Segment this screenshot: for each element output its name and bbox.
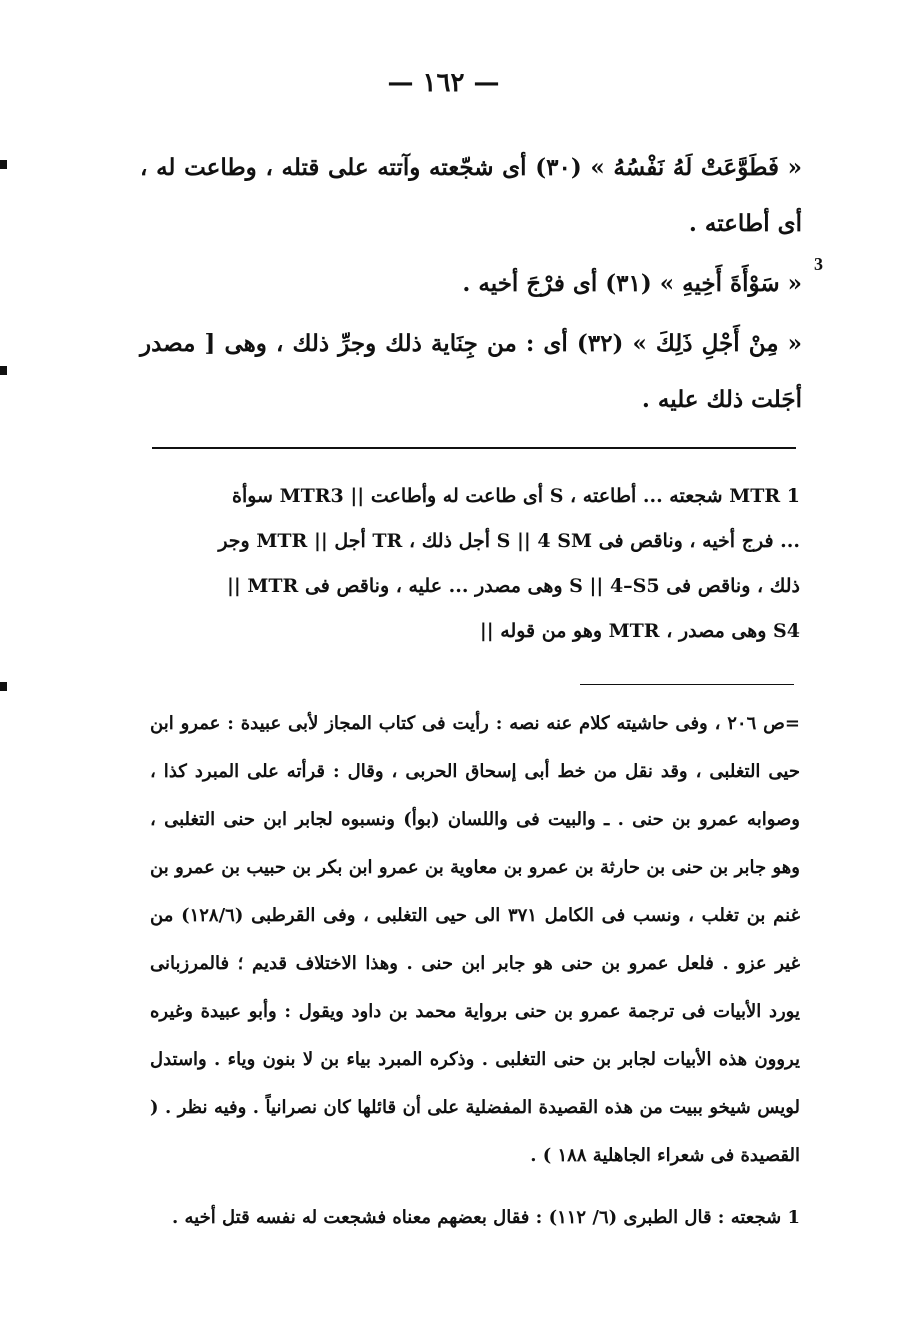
apparatus-line: ذلك ، وناقص فى S || 4–S5 وهى مصدر ... عليه ، وناقص فى MTR || [226, 575, 800, 597]
margin-mark [0, 160, 7, 169]
main-paragraph: « سَوْأَةَ أَخِيهِ » (٣١) أى فرْجَ أخيه . [462, 270, 802, 297]
line-number-marker: 3 [814, 254, 823, 274]
footnote: 1 شجعته : قال الطبرى (٦/ ١١٢) : فقال بعضهم معناه فشجعت له نفسه قتل أخيه . [172, 1207, 800, 1228]
margin-mark [0, 366, 7, 375]
page-number: — ١٦٢ — [387, 68, 500, 98]
critical-apparatus [150, 474, 800, 654]
main-text [140, 140, 802, 428]
footnote-divider [580, 684, 794, 685]
apparatus-line: ... فرج أخيه ، وناقص فى S || 4 SM أجل ذلك ، TR أجل || MTR وجر [218, 530, 800, 552]
footnote: =ص ٢٠٦ ، وفى حاشيته كلام عنه نصه : رأيت فى كتاب المجاز لأبى عبيدة : عمرو ابن حيى التغلبى ، وقد نقل من خط أبى إسحاق الحربى ، وقال : قرأته على المبرد كذا ، وصوابه عمرو بن حنى . ـ والبيت فى واللسان (بوأ) ونسبوه لجابر ابن حنى التغلبى ، وهو جابر بن حنى بن حارثة بن عمرو بن معاوية بن عمرو ابن بكر بن حبيب بن عمرو بن غنم بن تغلب ، ونسب فى الكامل ٣٧١ الى حيى التغلبى ، وفى القرطبى (١٢٨/٦) من غير عزو . فلعل عمرو بن حنى هو جابر ابن حنى . وهذا الاختلاف قديم ؛ فالمرزبانى يورد الأبيات فى ترجمة عمرو بن حنى برواية محمد بن داود ويقول : وأبو عبيدة وغيره يروون هذه الأبيات لجابر بن حنى التغلبى . وذكره المبرد بياء بن لا بنون وياء . واستدل لويس شيخو ببيت من هذه القصيدة المفضلية على أن قائلها كان نصرانياً . وفيه نظر . ( القصيدة فى شعراء الجاهلية ١٨٨ ) . [150, 713, 800, 1166]
section-divider [152, 447, 796, 449]
main-paragraph: « فَطَوَّعَتْ لَهُ نَفْسُهُ » (٣٠) أى شجّعته وآتته على قتله ، وطاعت له ، أى أطاعته . [140, 154, 802, 237]
footnotes [150, 700, 800, 1242]
apparatus-line: S4 وهى مصدر ، MTR وهو من قوله || [479, 620, 800, 642]
apparatus-line: MTR 1 شجعته ... أطاعته ، S أى طاعت له وأطاعت || MTR3 سوأة [232, 485, 800, 507]
main-paragraph: « مِنْ أَجْلِ ذَلِكَ » (٣٢) أى : من جِنَاية ذلك وجرِّ ذلك ، وهى [ مصدر أجَلت ذلك عليه . [140, 330, 802, 413]
margin-mark [0, 682, 7, 691]
